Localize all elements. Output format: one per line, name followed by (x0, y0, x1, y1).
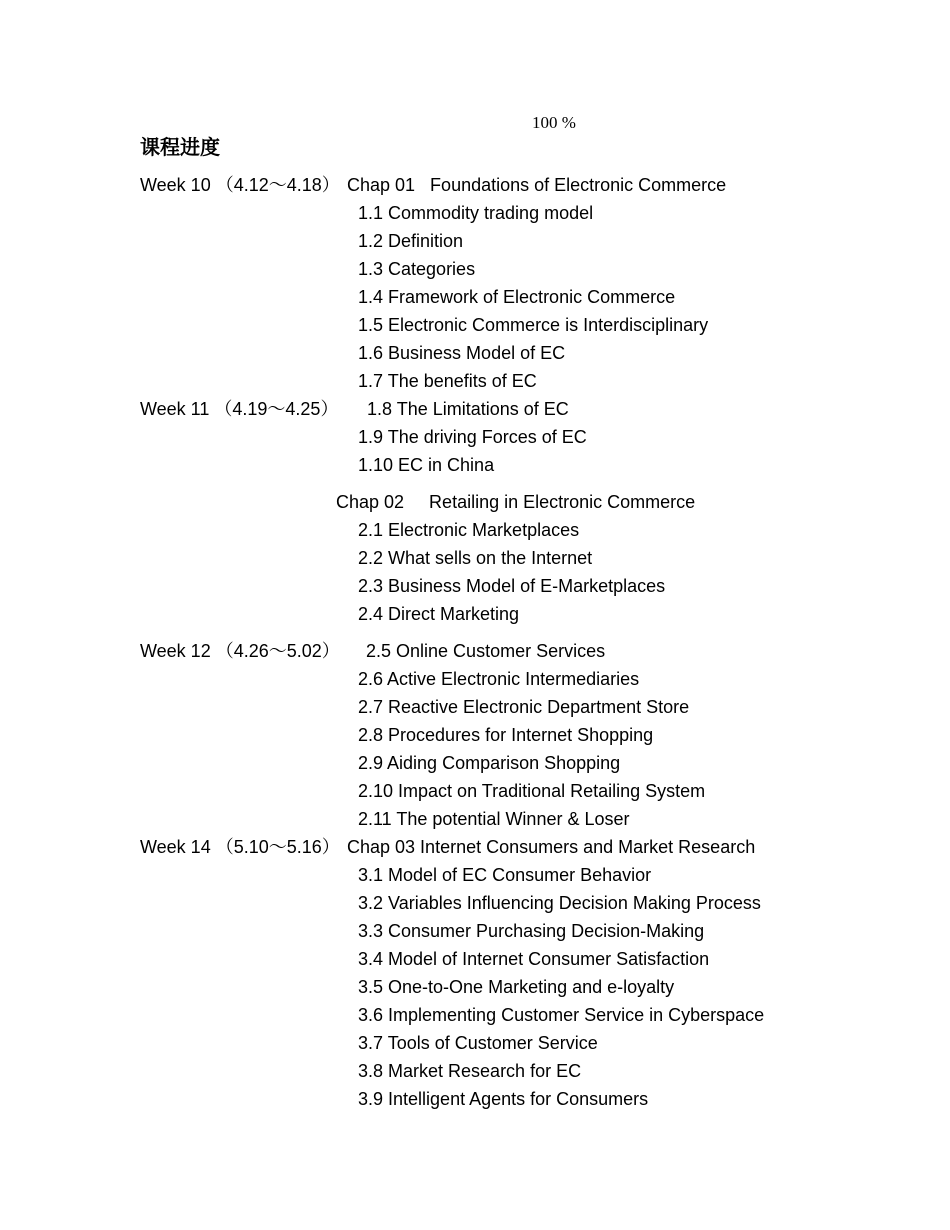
topic-item: 3.9 Intelligent Agents for Consumers (358, 1089, 649, 1109)
topic-item: 1.9 The driving Forces of EC (358, 427, 587, 447)
page-title: 课程进度 (140, 135, 220, 159)
topic-item: 1.4 Framework of Electronic Commerce (358, 287, 676, 307)
topic-item: 3.7 Tools of Customer Service (358, 1033, 598, 1053)
chapter-03-heading: Chap 03 Internet Consumers and Market Research (347, 837, 756, 857)
topic-item: 2.3 Business Model of E-Marketplaces (358, 576, 666, 596)
zoom-level: 100 % (532, 113, 576, 132)
topic-item: 2.1 Electronic Marketplaces (358, 520, 580, 540)
topic-item: 3.1 Model of EC Consumer Behavior (358, 865, 652, 885)
week-10-label: Week 10 （4.12～4.18） (140, 175, 340, 195)
topic-item: 2.6 Active Electronic Intermediaries (358, 669, 640, 689)
topic-item: 2.11 The potential Winner & Loser (358, 809, 630, 829)
topic-item: 1.5 Electronic Commerce is Interdisciplinary (358, 315, 709, 335)
topic-item: 1.6 Business Model of EC (358, 343, 566, 363)
topic-item: 1.8 The Limitations of EC (367, 399, 569, 419)
topic-item: 3.6 Implementing Customer Service in Cyberspace (358, 1005, 765, 1025)
chapter-01-heading: Chap 01 Foundations of Electronic Commerce (347, 175, 727, 195)
topic-item: 2.10 Impact on Traditional Retailing System (358, 781, 706, 801)
week-11-label: Week 11 （4.19～4.25） (140, 399, 339, 419)
chapter-02-heading: Chap 02 Retailing in Electronic Commerce (336, 492, 696, 512)
topic-item: 2.4 Direct Marketing (358, 604, 520, 624)
topic-item: 1.1 Commodity trading model (358, 203, 594, 223)
topic-item: 1.3 Categories (358, 259, 476, 279)
topic-item: 3.4 Model of Internet Consumer Satisfaction (358, 949, 710, 969)
topic-item: 1.2 Definition (358, 231, 464, 251)
topic-item: 3.5 One-to-One Marketing and e-loyalty (358, 977, 675, 997)
topic-item: 3.8 Market Research for EC (358, 1061, 582, 1081)
topic-item: 3.2 Variables Influencing Decision Making Process (358, 893, 761, 913)
topic-item: 2.8 Procedures for Internet Shopping (358, 725, 654, 745)
topic-item: 2.5 Online Customer Services (366, 641, 606, 661)
week-14-label: Week 14 （5.10～5.16） (140, 837, 340, 857)
topic-item: 2.2 What sells on the Internet (358, 548, 593, 568)
topic-item: 1.7 The benefits of EC (358, 371, 537, 391)
week-12-label: Week 12 （4.26～5.02） (140, 641, 340, 661)
topic-item: 2.7 Reactive Electronic Department Store (358, 697, 690, 717)
topic-item: 3.3 Consumer Purchasing Decision-Making (358, 921, 705, 941)
topic-item: 1.10 EC in China (358, 455, 495, 475)
topic-item: 2.9 Aiding Comparison Shopping (358, 753, 621, 773)
